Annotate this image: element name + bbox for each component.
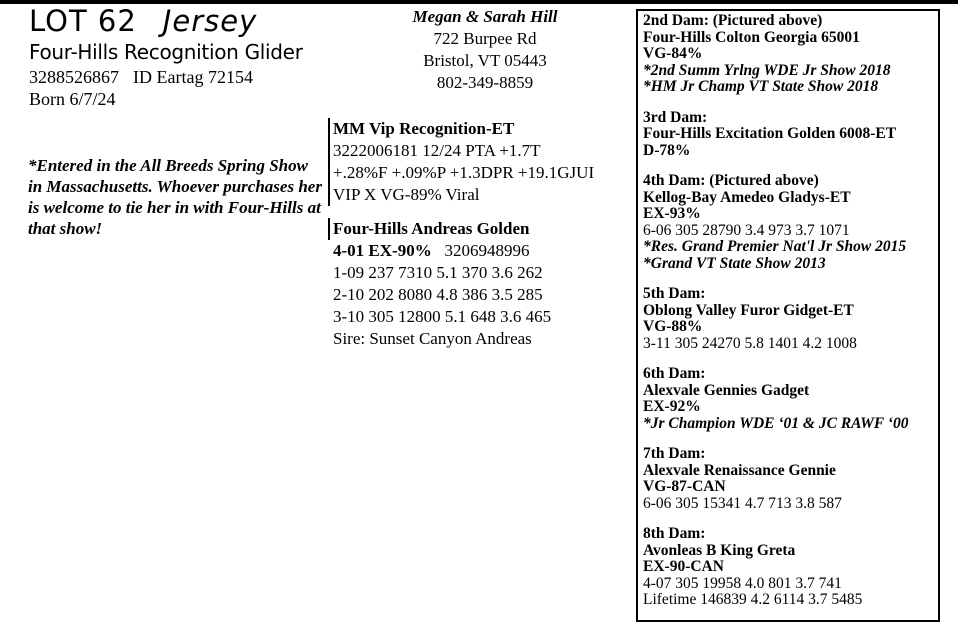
sire-line: VIP X VG-89% Viral: [333, 185, 480, 204]
lot-heading: [29, 4, 257, 38]
dam-title: 7th Dam:: [643, 445, 706, 462]
dam-honor: *Grand VT State Show 2013: [643, 254, 826, 272]
dam-honor: *2nd Summ Yrlng WDE Jr Show 2018: [643, 61, 891, 79]
sire-name: MM Vip Recognition-ET: [333, 119, 515, 138]
dam-classification: EX-90-CAN: [643, 558, 724, 575]
dam-title: 6th Dam:: [643, 365, 706, 382]
dam-title: 2nd Dam: (Pictured above): [643, 12, 823, 29]
animal-name: Four-Hills Recognition Glider: [29, 40, 303, 64]
consignor-phone: 802-349-8859: [436, 73, 534, 92]
dam-record: 4-07 305 19958 4.0 801 3.7 741: [643, 574, 842, 592]
dam-classification: EX-92%: [643, 398, 701, 415]
show-note: *Entered in the All Breeds Spring Show in Massachusetts. Whoever purchases her is welcome to tie her in with Four-Hills at that show!: [28, 156, 322, 238]
dam-class-row: [328, 240, 608, 262]
dam-name: Alexvale Renaissance Gennie: [643, 461, 836, 479]
pedigree-dam: [643, 13, 933, 96]
consignor-owners: Megan & Sarah Hill: [412, 7, 558, 26]
pedigree-dam: [643, 526, 933, 609]
animal-ids: [29, 66, 253, 88]
consignor-city: Bristol, VT 05443: [423, 51, 547, 70]
dam-name: Four-Hills Andreas Golden: [333, 219, 530, 238]
pedigree-dam: [643, 110, 933, 160]
dam-record: 1-09 237 7310 5.1 370 3.6 262: [333, 263, 543, 282]
eartag: ID Eartag 72154: [133, 67, 253, 87]
dam-record: 2-10 202 8080 4.8 386 3.5 285: [333, 285, 543, 304]
dam-classification: VG-88%: [643, 318, 703, 335]
dam-name: Four-Hills Excitation Golden 6008-ET: [643, 125, 897, 142]
pedigree-dam: [643, 366, 933, 432]
dam-classification: D-78%: [643, 141, 691, 159]
dam-title: 4th Dam: (Pictured above): [643, 172, 819, 189]
dam-name: Four-Hills Colton Georgia 65001: [643, 28, 860, 46]
pedigree-dam: [643, 446, 933, 512]
sire-dam-block: [328, 118, 608, 350]
dam-classification: EX-93%: [643, 205, 701, 222]
dam-sire: Sire: Sunset Canyon Andreas: [333, 329, 532, 348]
dam-name: Kellog-Bay Amedeo Gladys-ET: [643, 188, 851, 206]
dam-classification: VG-84%: [643, 45, 703, 62]
dam-honor: *Res. Grand Premier Nat'l Jr Show 2015: [643, 238, 907, 255]
consignor-block: [390, 6, 580, 94]
registration-number: 3288526867: [29, 67, 119, 87]
sire-line: +.28%F +.09%P +1.3DPR +19.1GJUI: [333, 163, 595, 182]
dam-honor: *HM Jr Champ VT State Show 2018: [643, 78, 879, 95]
dam-record: 6-06 305 28790 3.4 973 3.7 1071: [643, 221, 850, 239]
dam-name: Avonleas B King Greta: [643, 541, 796, 559]
dam-record: 3-10 305 12800 5.1 648 3.6 465: [333, 307, 552, 326]
lot-number: LOT 62: [29, 4, 137, 38]
dam-name-row: [328, 218, 608, 240]
dam-title: 3rd Dam:: [643, 108, 708, 126]
dam-registration: 3206948996: [444, 241, 530, 260]
breed: Jersey: [162, 4, 258, 38]
sire-section: [328, 118, 608, 206]
pedigree-dam: [643, 286, 933, 352]
consignor-street: 722 Burpee Rd: [433, 29, 537, 48]
dam-record: 3-11 305 24270 5.8 1401 4.2 1008: [643, 334, 857, 352]
pedigree-box: [636, 9, 940, 622]
dam-name: Alexvale Gennies Gadget: [643, 381, 810, 399]
birth-date: Born 6/7/24: [29, 89, 116, 109]
dam-record: Lifetime 146839 4.2 6114 3.7 5485: [643, 591, 863, 608]
dam-title: 5th Dam:: [643, 285, 706, 302]
pedigree-dam: [643, 173, 933, 272]
dam-record: 6-06 305 15341 4.7 713 3.8 587: [643, 494, 842, 512]
sire-line: 3222006181 12/24 PTA +1.7T: [333, 141, 541, 160]
dam-classification: 4-01 EX-90%: [333, 241, 432, 260]
dam-title: 8th Dam:: [643, 525, 706, 542]
dam-honor: *Jr Champion WDE ‘01 & JC RAWF ‘00: [643, 414, 909, 432]
dam-name: Oblong Valley Furor Gidget-ET: [643, 301, 854, 319]
dam-classification: VG-87-CAN: [643, 478, 726, 495]
